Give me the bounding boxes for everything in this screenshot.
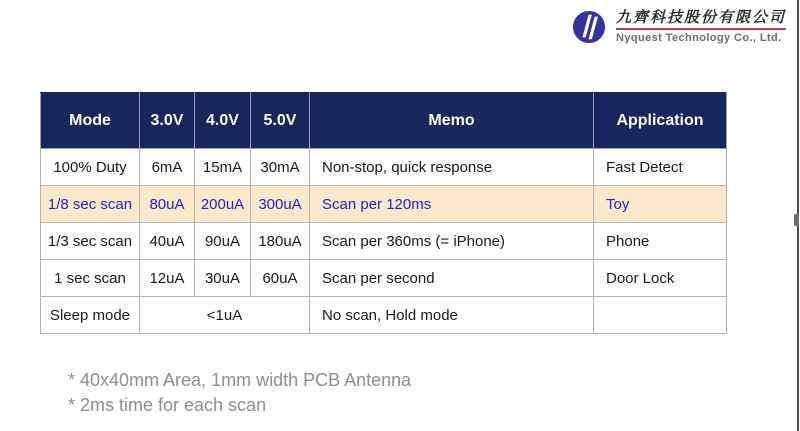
power-mode-table bbox=[40, 92, 727, 334]
cell-mode: 1/8 sec scan bbox=[41, 186, 140, 223]
cell-3v: 6mA bbox=[140, 149, 195, 186]
table-row bbox=[41, 260, 727, 297]
company-logo bbox=[572, 8, 786, 44]
cell-4v: 90uA bbox=[195, 223, 251, 260]
footnote-scan-time: * 2ms time for each scan bbox=[68, 395, 267, 415]
column-header-4v: 4.0V bbox=[195, 93, 251, 149]
table-row bbox=[41, 223, 727, 260]
company-name-block bbox=[616, 8, 786, 44]
table-row-highlighted bbox=[41, 186, 727, 223]
table-row bbox=[41, 149, 727, 186]
footnotes bbox=[68, 368, 411, 418]
nyquest-logo-icon bbox=[572, 10, 606, 44]
cell-application: Toy bbox=[594, 186, 727, 223]
table-row bbox=[41, 297, 727, 334]
cell-mode: 1 sec scan bbox=[41, 260, 140, 297]
cell-application: Phone bbox=[594, 223, 727, 260]
header-row bbox=[41, 93, 727, 149]
power-mode-table-wrap bbox=[40, 92, 727, 334]
company-name-english: Nyquest Technology Co., Ltd. bbox=[615, 32, 782, 44]
cell-application: Fast Detect bbox=[594, 149, 727, 186]
company-name-chinese: 九齊科技股份有限公司 bbox=[615, 8, 786, 26]
cell-memo: Scan per 360ms (= iPhone) bbox=[310, 223, 594, 260]
cell-3v: 80uA bbox=[140, 186, 195, 223]
cell-5v: 180uA bbox=[251, 223, 310, 260]
cell-memo: Non-stop, quick response bbox=[310, 149, 594, 186]
column-header-3v: 3.0V bbox=[140, 93, 195, 149]
logo-red-rule bbox=[616, 28, 786, 30]
cell-3v: 12uA bbox=[140, 260, 195, 297]
cell-4v: 30uA bbox=[195, 260, 251, 297]
footnote-antenna: * 40x40mm Area, 1mm width PCB Antenna bbox=[68, 370, 412, 390]
cell-memo: No scan, Hold mode bbox=[310, 297, 594, 334]
column-header-5v: 5.0V bbox=[251, 93, 310, 149]
cell-5v: 60uA bbox=[251, 260, 310, 297]
cell-application bbox=[594, 297, 727, 334]
cell-4v: 200uA bbox=[195, 186, 251, 223]
cell-memo: Scan per 120ms bbox=[310, 186, 594, 223]
cell-4v: 15mA bbox=[195, 149, 251, 186]
cell-application: Door Lock bbox=[594, 260, 727, 297]
cell-mode: 100% Duty bbox=[41, 149, 140, 186]
scrollbar-thumb[interactable] bbox=[794, 214, 799, 226]
cell-5v: 30mA bbox=[251, 149, 310, 186]
column-header-mode: Mode bbox=[41, 93, 140, 149]
cell-current-merged: <1uA bbox=[140, 297, 310, 334]
cell-3v: 40uA bbox=[140, 223, 195, 260]
column-header-memo: Memo bbox=[310, 93, 594, 149]
cell-mode: Sleep mode bbox=[41, 297, 140, 334]
cell-5v: 300uA bbox=[251, 186, 310, 223]
column-header-application: Application bbox=[594, 93, 727, 149]
cell-mode: 1/3 sec scan bbox=[41, 223, 140, 260]
cell-memo: Scan per second bbox=[310, 260, 594, 297]
